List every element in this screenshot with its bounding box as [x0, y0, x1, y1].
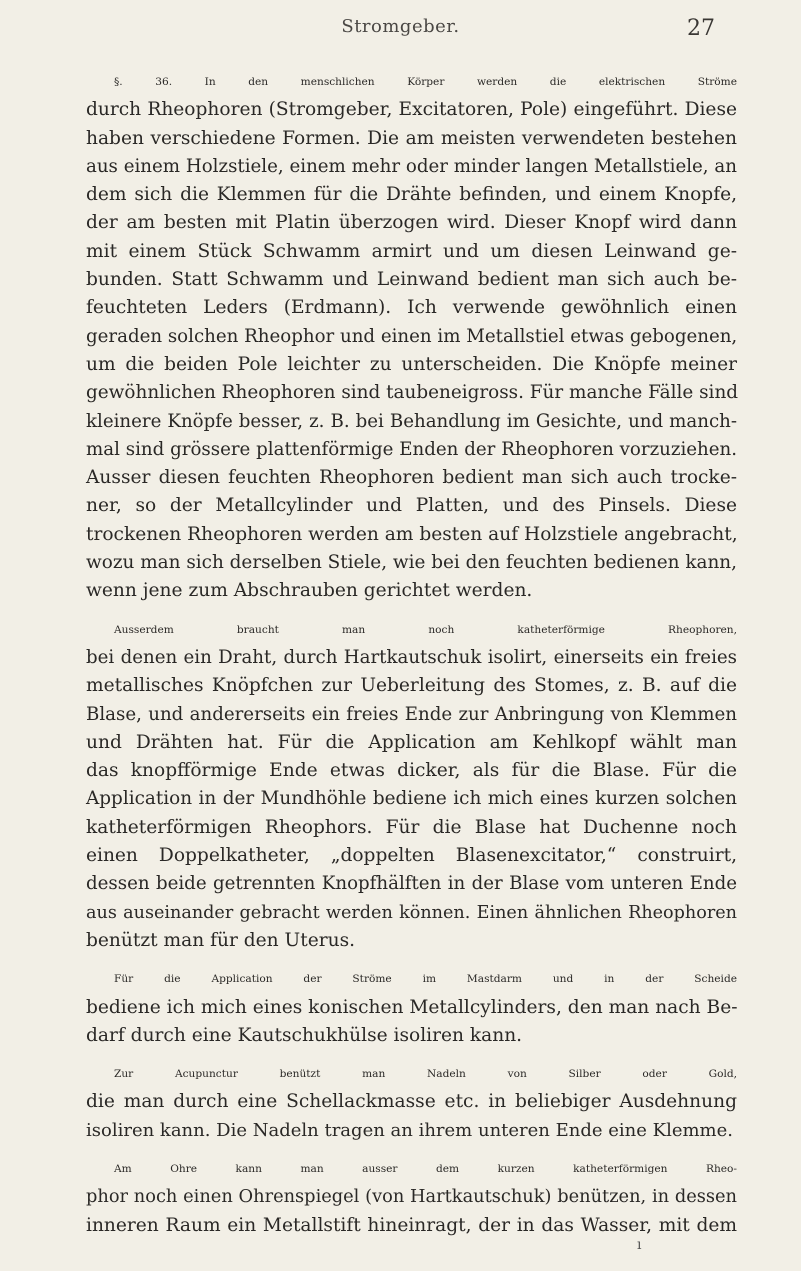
- paragraph-mastdarm-scheide: [86, 965, 737, 1050]
- text-line: einen Doppelkatheter, „doppelten Blasenexcitator,“ construirt,: [86, 845, 737, 867]
- text-line: ner, so der Metallcylinder und Platten, und des Pinsels. Diese: [86, 495, 737, 517]
- text-line: der am besten mit Platin überzogen wird. Dieser Knopf wird dann: [86, 212, 737, 234]
- text-line: trockenen Rheophoren werden am besten auf Holzstiele angebracht,: [86, 523, 738, 545]
- text-line: kleinere Knöpfe besser, z. B. bei Behandlung im Gesichte, und manch-: [86, 410, 737, 432]
- text-line: inneren Raum ein Metallstift hineinragt, der in das Wasser, mit dem: [86, 1214, 737, 1236]
- text-line: Ausser diesen feuchten Rheophoren bedient man sich auch trocke-: [86, 467, 737, 489]
- text-line: Für die Application der Ströme im Mastdarm und in der Scheide: [114, 973, 737, 986]
- text-line: aus einem Holzstiele, einem mehr oder minder langen Metallstiele, an: [86, 155, 737, 177]
- text-line: Ausserdem braucht man noch katheterförmige Rheophoren,: [114, 623, 737, 636]
- text-line: wozu man sich derselben Stiele, wie bei den feuchten bedienen kann,: [86, 552, 737, 574]
- text-line: geraden solchen Rheophor und einen im Metallstiel etwas gebogenen,: [86, 325, 738, 347]
- paragraph-acupunctur: [86, 1060, 737, 1145]
- text-line: mit einem Stück Schwamm armirt und um diesen Leinwand ge-: [86, 240, 737, 262]
- text-line: Blase, und andererseits ein freies Ende zur Anbringung von Klemmen: [86, 703, 737, 725]
- text-line: dem sich die Klemmen für die Drähte befinden, und einem Knopfe,: [86, 184, 737, 206]
- text-line: katheterförmigen Rheophors. Für die Blase hat Duchenne noch: [86, 816, 737, 838]
- text-line: bunden. Statt Schwamm und Leinwand bedient man sich auch be-: [86, 269, 737, 291]
- text-line: gewöhnlichen Rheophoren sind taubeneigross. Für manche Fälle sind: [86, 382, 739, 404]
- text-line: metallisches Knöpfchen zur Ueberleitung des Stomes, z. B. auf die: [86, 675, 737, 697]
- paragraph-ohr: [86, 1155, 737, 1240]
- text-line: haben verschiedene Formen. Die am meisten verwendeten bestehen: [86, 127, 737, 149]
- paragraph-katheter-rheophoren: [86, 616, 737, 956]
- text-line: aus auseinander gebracht werden können. Einen ähnlichen Rheophoren: [86, 902, 737, 923]
- text-line: wenn jene zum Abschrauben gerichtet werden.: [86, 580, 533, 602]
- running-title: Stromgeber.: [341, 16, 460, 37]
- page-number: 27: [687, 16, 715, 41]
- text-line: das knopfförmige Ende etwas dicker, als für die Blase. Für die: [86, 760, 737, 782]
- text-line: phor noch einen Ohrenspiegel (von Hartkautschuk) benützen, in dessen: [86, 1186, 737, 1208]
- text-line: bediene ich mich eines konischen Metallcylinders, den man nach Be-: [86, 996, 738, 1018]
- text-line: um die beiden Pole leichter zu unterscheiden. Die Knöpfe meiner: [86, 353, 737, 375]
- text-line: §. 36. In den menschlichen Körper werden die elektrischen Ströme: [114, 76, 737, 88]
- text-line: isoliren kann. Die Nadeln tragen an ihrem unteren Ende eine Klemme.: [86, 1119, 733, 1141]
- text-line: Am Ohre kann man ausser dem kurzen katheterförmigen Rheo-: [114, 1162, 737, 1175]
- text-line: dessen beide getrennten Knopfhälften in der Blase vom unteren Ende: [86, 873, 737, 895]
- text-line: feuchteten Leders (Erdmann). Ich verwende gewöhnlich einen: [86, 297, 737, 319]
- text-line: darf durch eine Kautschukhülse isoliren kann.: [86, 1024, 523, 1046]
- text-body: [86, 68, 737, 1250]
- text-line: durch Rheophoren (Stromgeber, Excitatoren, Pole) eingeführt. Diese: [86, 99, 737, 121]
- running-head: [0, 16, 801, 46]
- text-line: Application in der Mundhöhle bediene ich mich eines kurzen solchen: [86, 788, 737, 810]
- text-line: Zur Acupunctur benützt man Nadeln von Silber oder Gold,: [114, 1068, 737, 1081]
- paragraph-rheophoren-intro: [86, 68, 737, 606]
- text-line: mal sind grössere plattenförmige Enden der Rheophoren vorzuziehen.: [86, 438, 737, 460]
- text-line: benützt man für den Uterus.: [86, 929, 356, 951]
- text-line: bei denen ein Draht, durch Hartkautschuk isolirt, einerseits ein freies: [86, 646, 737, 668]
- text-line: und Drähten hat. Für die Application am Kehlkopf wählt man: [86, 731, 737, 753]
- text-line: die man durch eine Schellackmasse etc. in beliebiger Ausdehnung: [86, 1091, 737, 1113]
- signature-mark: ı: [637, 1237, 642, 1253]
